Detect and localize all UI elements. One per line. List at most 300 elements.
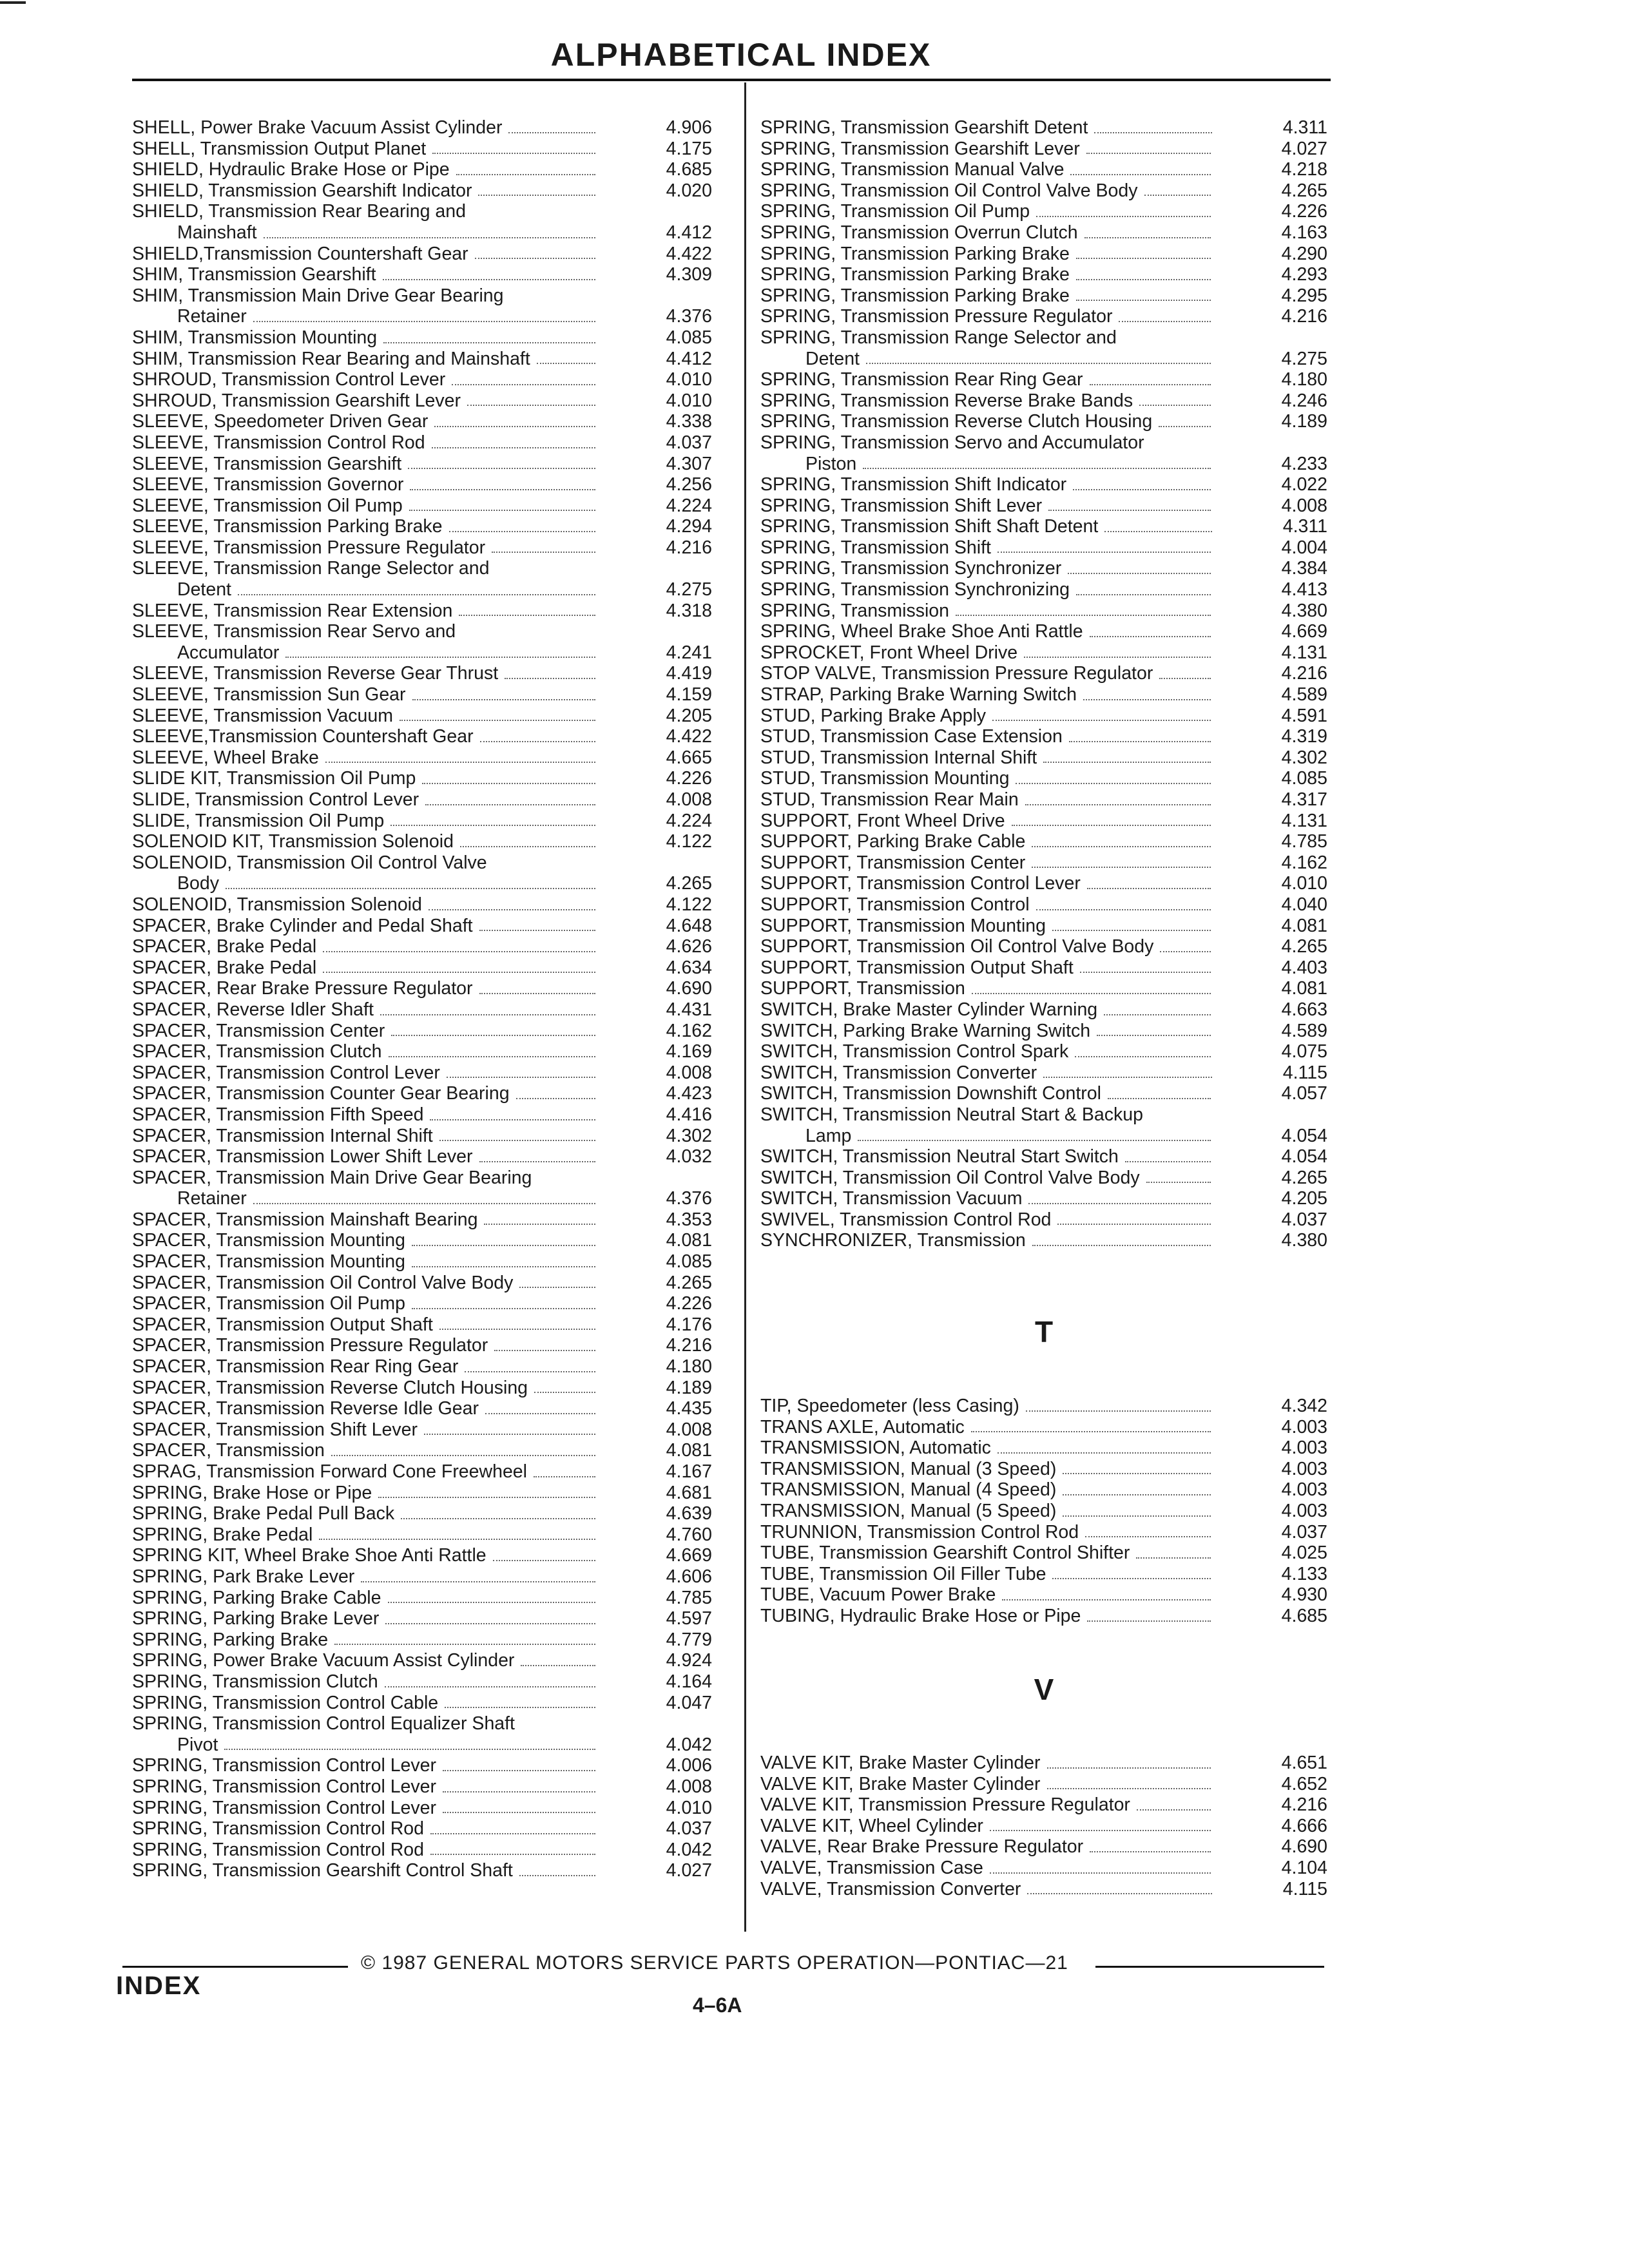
index-entry [132, 1356, 712, 1378]
index-entry [760, 369, 1327, 390]
entry-text: VALVE KIT, Transmission Pressure Regulator [760, 1794, 1130, 1816]
entry-page: 4.412 [666, 222, 712, 243]
entry-text: SPACER, Transmission Output Shaft [132, 1314, 433, 1335]
entry-text: SWITCH, Transmission Vacuum [760, 1188, 1023, 1209]
leader-dots [388, 1600, 595, 1603]
leader-dots [319, 1537, 595, 1540]
leader-dots [1047, 1766, 1211, 1769]
entry-page: 4.085 [666, 327, 712, 348]
entry-text: SWITCH, Transmission Neutral Start & Backup [760, 1104, 1143, 1125]
leader-dots [1159, 425, 1211, 427]
index-entry [132, 1230, 712, 1251]
entry-page: 4.218 [1281, 159, 1327, 180]
index-entry [760, 411, 1327, 432]
leader-dots [494, 1349, 595, 1351]
leader-dots [224, 1747, 595, 1750]
entry-text: SPRING, Transmission Reverse Clutch Housing [760, 411, 1153, 432]
leader-dots [972, 992, 1211, 994]
footer-page-number: 4–6A [693, 1994, 742, 2017]
entry-page: 4.669 [666, 1545, 712, 1566]
entry-text: SPROCKET, Front Wheel Drive [760, 642, 1018, 663]
index-entry [132, 601, 712, 622]
index-entry [132, 264, 712, 285]
entry-text: SLEEVE, Speedometer Driven Gear [132, 411, 429, 432]
entry-page: 4.690 [1281, 1836, 1327, 1858]
index-entry [760, 1062, 1327, 1084]
entry-page: 4.037 [1281, 1209, 1327, 1230]
entry-page: 4.652 [1281, 1773, 1327, 1794]
index-entry [132, 1209, 712, 1231]
right-column [760, 117, 1327, 1251]
index-entry [760, 117, 1327, 139]
entry-text: SPRING, Transmission Shift Lever [760, 495, 1043, 516]
entry-page: 4.779 [666, 1629, 712, 1650]
entry-page: 4.309 [666, 264, 712, 285]
entry-text: SWITCH, Transmission Converter [760, 1062, 1037, 1083]
entry-text: SHROUD, Transmission Gearshift Lever [132, 390, 461, 411]
entry-text: STOP VALVE, Transmission Pressure Regulator [760, 663, 1153, 684]
leader-dots [508, 131, 595, 133]
leader-dots [400, 718, 595, 721]
leader-dots [1160, 950, 1211, 952]
leader-dots [1087, 1619, 1211, 1622]
entry-page: 4.003 [1281, 1479, 1327, 1501]
entry-text: SPACER, Transmission Mainshaft Bearing [132, 1209, 478, 1230]
entry-text: SPRING, Transmission Synchronizing [760, 579, 1070, 601]
page-title: ALPHABETICAL INDEX [550, 37, 932, 73]
footer-rule-left [122, 1966, 348, 1968]
entry-text: SPRING, Transmission Synchronizer [760, 558, 1062, 579]
entry-page: 4.027 [666, 1860, 712, 1881]
leader-dots [1068, 572, 1211, 574]
index-entry [132, 936, 712, 957]
leader-dots [449, 530, 595, 532]
entry-page: 4.004 [1281, 537, 1327, 558]
leader-dots [998, 1451, 1211, 1454]
leader-dots [389, 1055, 595, 1057]
entry-text: SWITCH, Transmission Oil Control Valve Body [760, 1167, 1140, 1188]
entry-text: SPRAG, Transmission Forward Cone Freewheel [132, 1461, 527, 1482]
entry-page: 4.760 [666, 1524, 712, 1545]
entry-page: 4.003 [1281, 1500, 1327, 1521]
entry-page: 4.307 [666, 453, 712, 474]
leader-dots [1075, 1055, 1211, 1057]
entry-page: 4.085 [1281, 768, 1327, 789]
left-column [132, 117, 712, 1881]
leader-dots [493, 1559, 595, 1561]
entry-page: 4.294 [666, 516, 712, 537]
leader-dots [409, 508, 595, 511]
entry-text: SPACER, Transmission Oil Control Valve Body [132, 1272, 514, 1293]
entry-page: 4.131 [1281, 642, 1327, 663]
entry-text: Piston [805, 453, 857, 474]
entry-text: SLEEVE,Transmission Countershaft Gear [132, 726, 474, 747]
index-entry [760, 306, 1327, 327]
entry-text: TUBE, Vacuum Power Brake [760, 1584, 996, 1606]
entry-page: 4.295 [1281, 285, 1327, 306]
entry-page: 4.233 [1281, 453, 1327, 474]
entry-text: SPRING, Transmission Control Lever [132, 1755, 436, 1776]
entry-page: 4.189 [666, 1377, 712, 1398]
entry-text: SPRING, Transmission Shift Indicator [760, 474, 1067, 495]
entry-text: TRANS AXLE, Automatic [760, 1416, 965, 1437]
index-entry [760, 285, 1327, 307]
entry-text: VALVE KIT, Brake Master Cylinder [760, 1753, 1041, 1773]
entry-text: SUPPORT, Transmission Oil Control Valve Body [760, 936, 1154, 957]
index-entry [760, 495, 1327, 517]
entry-page: 4.008 [1281, 495, 1327, 516]
index-entry [760, 1501, 1327, 1522]
entry-page: 4.302 [666, 1125, 712, 1146]
index-entry [132, 811, 712, 832]
entry-text: SHIELD, Transmission Gearshift Indicator [132, 180, 472, 201]
entry-page: 4.037 [1281, 1521, 1327, 1542]
leader-dots [430, 1852, 595, 1855]
entry-text: SHIELD, Hydraulic Brake Hose or Pipe [132, 159, 450, 180]
index-entry [132, 1273, 712, 1294]
entry-page: 4.246 [1281, 390, 1327, 411]
leader-dots [383, 278, 595, 280]
entry-page: 4.216 [1281, 1794, 1327, 1816]
index-entry [132, 1419, 712, 1441]
index-entry [132, 1168, 712, 1189]
leader-dots [443, 1790, 595, 1792]
index-entry [132, 999, 712, 1021]
entry-text: Accumulator [177, 642, 280, 663]
entry-text: SPACER, Brake Pedal [132, 957, 317, 978]
index-entry [132, 306, 712, 327]
leader-dots [412, 1265, 595, 1267]
leader-dots [1024, 655, 1211, 658]
leader-dots [467, 403, 595, 406]
entry-text: SLIDE KIT, Transmission Oil Pump [132, 768, 416, 789]
entry-page: 4.413 [1281, 579, 1327, 601]
entry-text: TRANSMISSION, Manual (5 Speed) [760, 1500, 1057, 1521]
leader-dots [390, 823, 595, 826]
entry-text: STUD, Transmission Case Extension [760, 726, 1063, 747]
entry-text: TUBING, Hydraulic Brake Hose or Pipe [760, 1605, 1081, 1626]
entry-page: 4.159 [666, 684, 712, 706]
entry-text: SLEEVE, Transmission Sun Gear [132, 684, 406, 706]
entry-page: 4.224 [666, 495, 712, 516]
index-entry [760, 831, 1327, 852]
index-entry [760, 1584, 1327, 1606]
entry-page: 4.020 [666, 180, 712, 201]
index-entry [132, 684, 712, 706]
entry-page: 4.075 [1281, 1041, 1327, 1062]
entry-text: SPACER, Transmission Lower Shift Lever [132, 1146, 473, 1168]
index-entry [760, 1104, 1327, 1126]
entry-page: 4.003 [1281, 1437, 1327, 1459]
index-entry [132, 1671, 712, 1693]
leader-dots [1159, 677, 1211, 679]
index-entry [760, 1459, 1327, 1480]
entry-text: SPRING, Brake Pedal [132, 1524, 313, 1545]
leader-dots [479, 928, 595, 931]
index-entry [760, 1879, 1327, 1900]
entry-page: 4.164 [666, 1671, 712, 1692]
index-entry [132, 222, 712, 244]
leader-dots [334, 1642, 595, 1645]
entry-page: 4.180 [1281, 369, 1327, 390]
index-entry [132, 1650, 712, 1671]
leader-dots [480, 740, 595, 742]
entry-page: 4.317 [1281, 789, 1327, 810]
entry-text: SLEEVE, Transmission Reverse Gear Thrust [132, 663, 499, 684]
entry-page: 4.319 [1281, 726, 1327, 747]
entry-page: 4.412 [666, 348, 712, 369]
leader-dots [990, 1829, 1211, 1831]
index-entry [760, 1188, 1327, 1209]
entry-text: STUD, Transmission Rear Main [760, 789, 1019, 810]
leader-dots [1052, 928, 1211, 931]
entry-page: 4.589 [1281, 684, 1327, 706]
leader-dots [323, 970, 595, 973]
entry-text: SPRING, Transmission Control Equalizer Shaft [132, 1713, 515, 1735]
index-entry [760, 454, 1327, 475]
entry-text: SPACER, Transmission Pressure Regulator [132, 1335, 488, 1356]
entry-text: SPACER, Transmission Counter Gear Bearing [132, 1083, 510, 1104]
index-entry [132, 579, 712, 601]
entry-text: SUPPORT, Transmission Center [760, 852, 1026, 873]
index-entry [760, 1858, 1327, 1879]
leader-dots [519, 1285, 595, 1288]
entry-page: 4.648 [666, 915, 712, 936]
entry-page: 4.606 [666, 1566, 712, 1587]
leader-dots [465, 1370, 595, 1372]
entry-text: SHELL, Transmission Output Planet [132, 138, 427, 159]
entry-page: 4.785 [1281, 831, 1327, 852]
leader-dots [408, 466, 595, 469]
leader-dots [456, 173, 595, 175]
leader-dots [516, 1097, 595, 1099]
entry-text: SLEEVE, Transmission Rear Extension [132, 600, 453, 621]
entry-page: 4.318 [666, 600, 712, 621]
entry-text: SLEEVE, Transmission Governor [132, 474, 404, 495]
entry-text: SLEEVE, Transmission Pressure Regulator [132, 537, 486, 558]
entry-text: SUPPORT, Transmission Output Shaft [760, 957, 1074, 978]
entry-text: SLEEVE, Transmission Vacuum [132, 705, 393, 726]
entry-page: 4.226 [666, 1293, 712, 1314]
entry-page: 4.037 [666, 1818, 712, 1840]
footer-rule-right [1095, 1966, 1324, 1968]
index-entry [760, 579, 1327, 601]
section-letter-t: T [1034, 1315, 1054, 1349]
leader-dots [1036, 908, 1211, 910]
index-entry [760, 159, 1327, 180]
leader-dots [858, 1139, 1211, 1141]
index-entry [132, 768, 712, 789]
index-entry [132, 1126, 712, 1147]
index-entry [132, 495, 712, 517]
entry-text: STUD, Parking Brake Apply [760, 705, 987, 726]
section-v-entries [760, 1753, 1327, 1899]
entry-text: SPRING, Transmission Control Cable [132, 1692, 439, 1713]
entry-text: SPRING KIT, Wheel Brake Shoe Anti Rattle [132, 1545, 487, 1566]
entry-text: SPRING, Transmission Gearshift Lever [760, 138, 1080, 159]
index-entry [132, 1798, 712, 1819]
entry-text: SPRING, Transmission Rear Ring Gear [760, 369, 1083, 390]
entry-text: Mainshaft [177, 222, 257, 243]
entry-page: 4.010 [666, 390, 712, 411]
index-entry [132, 957, 712, 979]
index-entry [760, 916, 1327, 937]
entry-text: Detent [177, 579, 231, 601]
index-entry [132, 1776, 712, 1798]
index-entry [132, 454, 712, 475]
leader-dots [1028, 1202, 1211, 1204]
entry-page: 4.216 [666, 1335, 712, 1356]
leader-dots [439, 1139, 595, 1141]
entry-text: SPRING, Power Brake Vacuum Assist Cylinder [132, 1650, 515, 1671]
leader-dots [253, 1202, 595, 1204]
entry-text: SPACER, Transmission Clutch [132, 1041, 382, 1062]
index-entry [132, 916, 712, 937]
entry-page: 4.384 [1281, 558, 1327, 579]
entry-text: SHIM, Transmission Rear Bearing and Mainshaft [132, 348, 530, 369]
leader-dots [1083, 698, 1211, 700]
leader-dots [1076, 298, 1211, 301]
entry-text: SPACER, Brake Pedal [132, 936, 317, 957]
leader-dots [484, 1222, 595, 1225]
entry-text: TUBE, Transmission Gearshift Control Shifter [760, 1542, 1130, 1564]
leader-dots [391, 1033, 595, 1036]
index-entry [760, 957, 1327, 979]
leader-dots [401, 1517, 595, 1519]
index-entry [132, 1483, 712, 1504]
entry-text: SPRING, Transmission Shift Shaft Detent [760, 516, 1099, 537]
entry-page: 4.115 [1282, 1878, 1327, 1899]
entry-page: 4.162 [666, 1020, 712, 1041]
entry-page: 4.241 [666, 642, 712, 663]
entry-text: VALVE KIT, Wheel Cylinder [760, 1815, 983, 1836]
entry-text: Lamp [805, 1125, 852, 1146]
leader-dots [430, 1118, 595, 1120]
index-entry [132, 1251, 712, 1273]
leader-dots [475, 256, 595, 259]
index-entry [760, 537, 1327, 559]
entry-page: 4.669 [1281, 621, 1327, 642]
index-entry [132, 1503, 712, 1524]
leader-dots [385, 1685, 595, 1687]
index-entry [132, 1041, 712, 1062]
index-entry [760, 726, 1327, 747]
entry-text: SPRING, Transmission Control Rod [132, 1818, 424, 1840]
index-entry [760, 663, 1327, 684]
entry-text: SPACER, Transmission Control Lever [132, 1062, 440, 1083]
entry-text: SWITCH, Transmission Downshift Control [760, 1083, 1101, 1104]
entry-text: SUPPORT, Front Wheel Drive [760, 810, 1005, 831]
entry-text: STUD, Transmission Internal Shift [760, 747, 1037, 768]
index-entry [132, 1398, 712, 1419]
leader-dots [1084, 236, 1211, 238]
entry-page: 4.311 [1282, 516, 1327, 537]
index-entry [760, 1437, 1327, 1459]
index-entry [132, 139, 712, 160]
index-entry [760, 1479, 1327, 1501]
entry-page: 4.275 [666, 579, 712, 601]
leader-dots [998, 550, 1211, 553]
index-entry [132, 1735, 712, 1756]
leader-dots [1119, 320, 1211, 322]
index-entry [760, 474, 1327, 495]
leader-dots [412, 1244, 595, 1246]
entry-text: SPRING, Brake Hose or Pipe [132, 1482, 372, 1503]
entry-page: 4.169 [666, 1041, 712, 1062]
index-entry [760, 1021, 1327, 1042]
entry-text: SPRING, Transmission Gearshift Control Shaft [132, 1860, 513, 1881]
leader-dots [1016, 782, 1211, 784]
index-entry [760, 1542, 1327, 1564]
index-entry [132, 516, 712, 537]
entry-page: 4.293 [1281, 264, 1327, 285]
index-entry [132, 1840, 712, 1861]
entry-text: SPRING, Transmission Control Rod [132, 1839, 424, 1860]
entry-page: 4.008 [666, 789, 712, 810]
index-entry [760, 390, 1327, 412]
entry-text: STRAP, Parking Brake Warning Switch [760, 684, 1077, 706]
leader-dots [1136, 1556, 1211, 1559]
entry-page: 4.008 [666, 1776, 712, 1797]
entry-page: 4.081 [666, 1230, 712, 1251]
leader-dots [1076, 593, 1211, 595]
leader-dots [505, 677, 595, 679]
entry-page: 4.665 [666, 747, 712, 768]
index-entry [132, 706, 712, 727]
leader-dots [1094, 131, 1212, 133]
index-entry [132, 1860, 712, 1881]
leader-dots [1104, 530, 1212, 532]
entry-text: SLEEVE, Wheel Brake [132, 747, 319, 768]
entry-text: Body [177, 873, 219, 894]
leader-dots [424, 1432, 595, 1435]
entry-page: 4.189 [1281, 411, 1327, 432]
index-entry [132, 642, 712, 664]
entry-text: SPRING, Transmission Overrun Clutch [760, 222, 1078, 243]
entry-page: 4.037 [666, 432, 712, 453]
entry-page: 4.419 [666, 663, 712, 684]
leader-dots [434, 425, 595, 427]
entry-page: 4.003 [1281, 1458, 1327, 1479]
leader-dots [992, 718, 1211, 721]
entry-page: 4.163 [1281, 222, 1327, 243]
entry-page: 4.380 [1281, 1230, 1327, 1251]
entry-text: SPACER, Transmission Mounting [132, 1251, 405, 1273]
leader-dots [1146, 1180, 1211, 1183]
leader-dots [1032, 865, 1211, 868]
entry-text: SOLENOID, Transmission Oil Control Valve [132, 852, 487, 873]
entry-page: 4.435 [666, 1398, 712, 1419]
section-letter-v: V [1034, 1673, 1054, 1706]
entry-text: SPACER, Transmission Main Drive Gear Bearing [132, 1167, 532, 1188]
entry-page: 4.054 [1281, 1125, 1327, 1146]
entry-page: 4.290 [1281, 243, 1327, 264]
leader-dots [412, 1307, 595, 1309]
entry-text: SPACER, Transmission Internal Shift [132, 1125, 433, 1146]
leader-dots [443, 1811, 595, 1813]
entry-text: SPACER, Transmission Fifth Speed [132, 1104, 424, 1125]
leader-dots [478, 193, 595, 196]
entry-text: TRANSMISSION, Automatic [760, 1437, 991, 1459]
leader-dots [253, 320, 595, 322]
entry-page: 4.010 [1281, 873, 1327, 894]
entry-page: 4.032 [666, 1146, 712, 1168]
entry-page: 4.122 [666, 831, 712, 852]
entry-page: 4.085 [666, 1251, 712, 1273]
index-entry [132, 1378, 712, 1399]
index-entry [132, 747, 712, 769]
index-entry [132, 1545, 712, 1566]
